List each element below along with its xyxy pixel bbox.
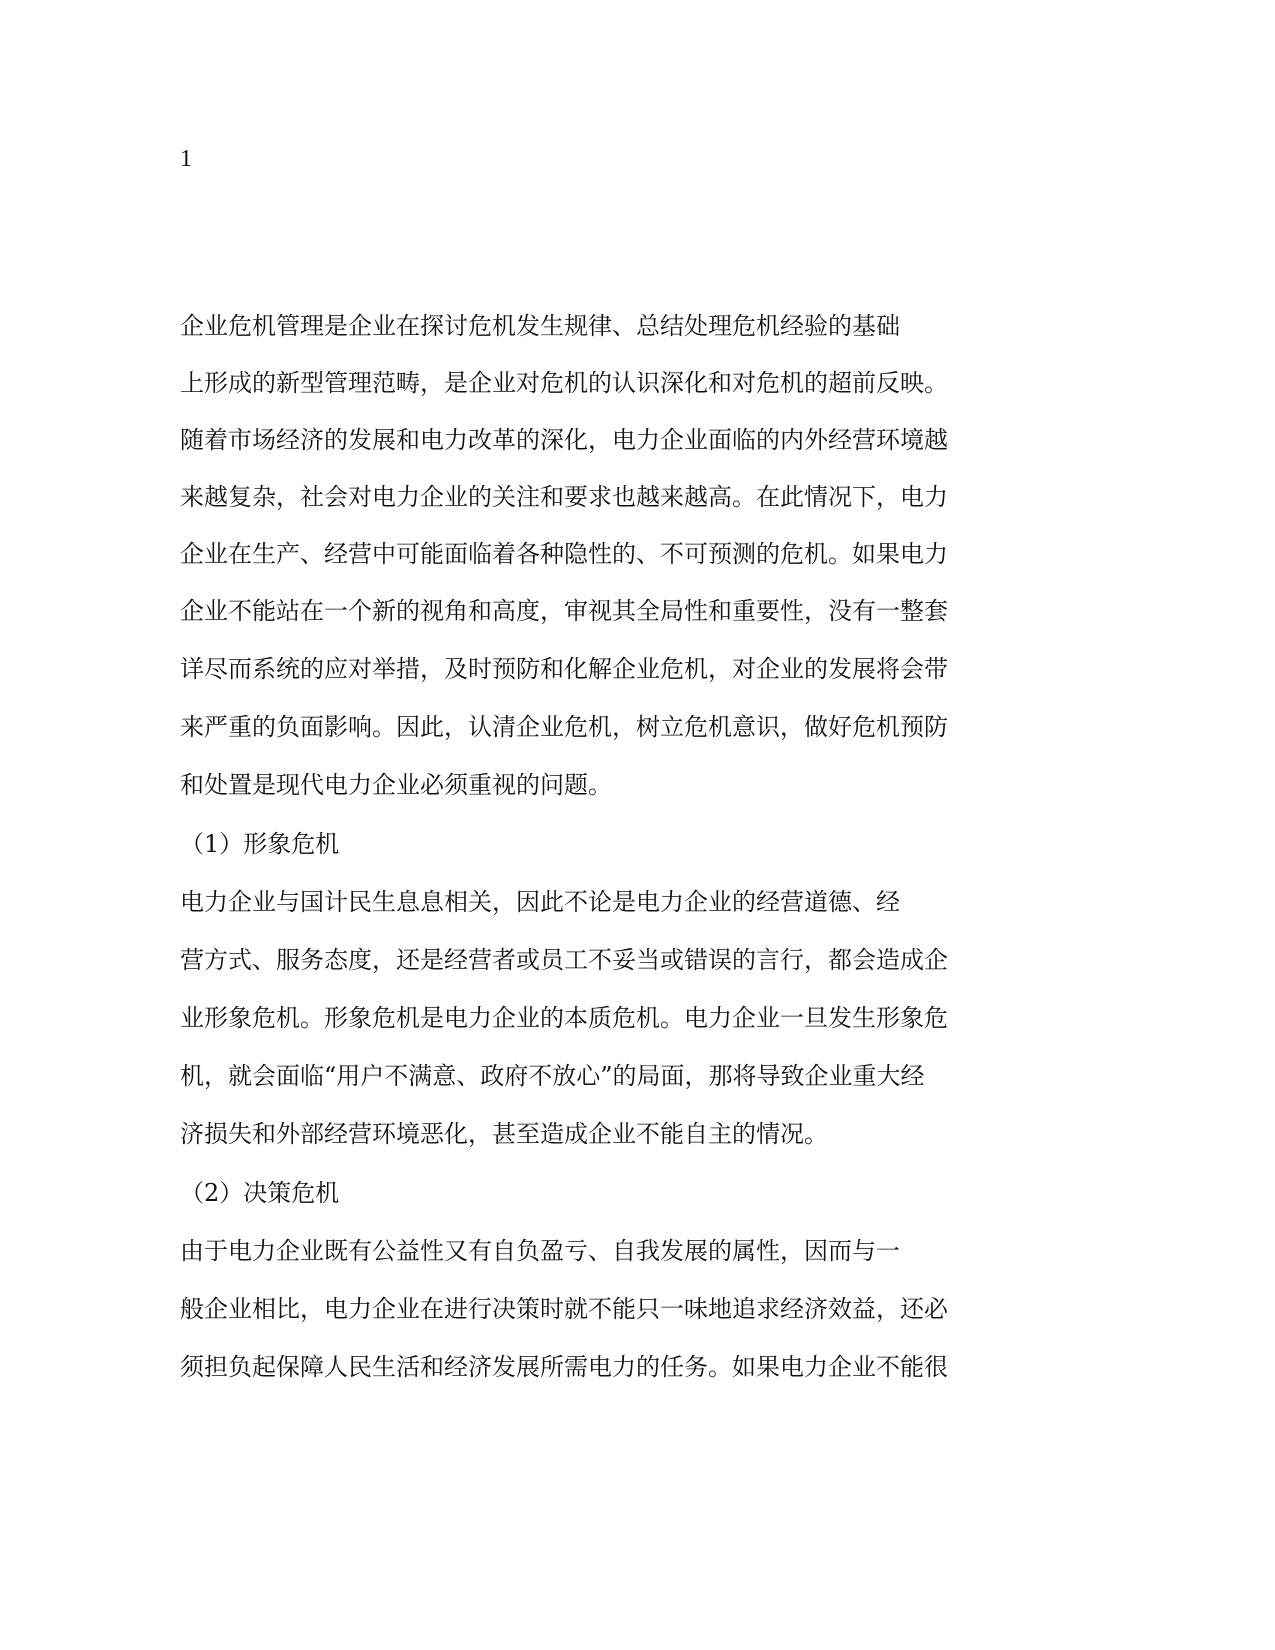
body-line: 营方式、服务态度，还是经营者或员工不妥当或错误的言行，都会造成企 bbox=[180, 946, 948, 974]
body-line: 来越复杂，社会对电力企业的关注和要求也越来越高。在此情况下，电力 bbox=[180, 483, 948, 511]
body-line: 业形象危机。形象危机是电力企业的本质危机。电力企业一旦发生形象危 bbox=[180, 1004, 948, 1032]
body-line: 由于电力企业既有公益性又有自负盈亏、自我发展的属性，因而与一 bbox=[180, 1237, 900, 1265]
body-line: 济损失和外部经营环境恶化，甚至造成企业不能自主的情况。 bbox=[180, 1120, 828, 1148]
body-line: 企业在生产、经营中可能面临着各种隐性的、不可预测的危机。如果电力 bbox=[180, 540, 948, 568]
body-line: 随着市场经济的发展和电力改革的深化，电力企业面临的内外经营环境越 bbox=[180, 426, 948, 454]
body-line: 般企业相比，电力企业在进行决策时就不能只一味地追求经济效益，还必 bbox=[180, 1295, 948, 1323]
body-line: 企业危机管理是企业在探讨危机发生规律、总结处理危机经验的基础 bbox=[180, 312, 900, 340]
body-line: 来严重的负面影响。因此，认清企业危机，树立危机意识，做好危机预防 bbox=[180, 713, 948, 741]
body-line: 机，就会面临“用户不满意、政府不放心”的局面，那将导致企业重大经 bbox=[180, 1062, 925, 1090]
body-line: 和处置是现代电力企业必须重视的问题。 bbox=[180, 771, 612, 799]
page-number: 1 bbox=[180, 146, 192, 172]
body-line: 详尽而系统的应对举措，及时预防和化解企业危机，对企业的发展将会带 bbox=[180, 655, 948, 683]
body-line: 上形成的新型管理范畴，是企业对危机的认识深化和对危机的超前反映。 bbox=[180, 369, 948, 397]
body-line: 须担负起保障人民生活和经济发展所需电力的任务。如果电力企业不能很 bbox=[180, 1353, 948, 1381]
body-line: 电力企业与国计民生息息相关，因此不论是电力企业的经营道德、经 bbox=[180, 888, 900, 916]
section-heading: （1）形象危机 bbox=[180, 830, 340, 858]
section-heading: （2）决策危机 bbox=[180, 1179, 340, 1207]
body-line: 企业不能站在一个新的视角和高度，审视其全局性和重要性，没有一整套 bbox=[180, 597, 948, 625]
